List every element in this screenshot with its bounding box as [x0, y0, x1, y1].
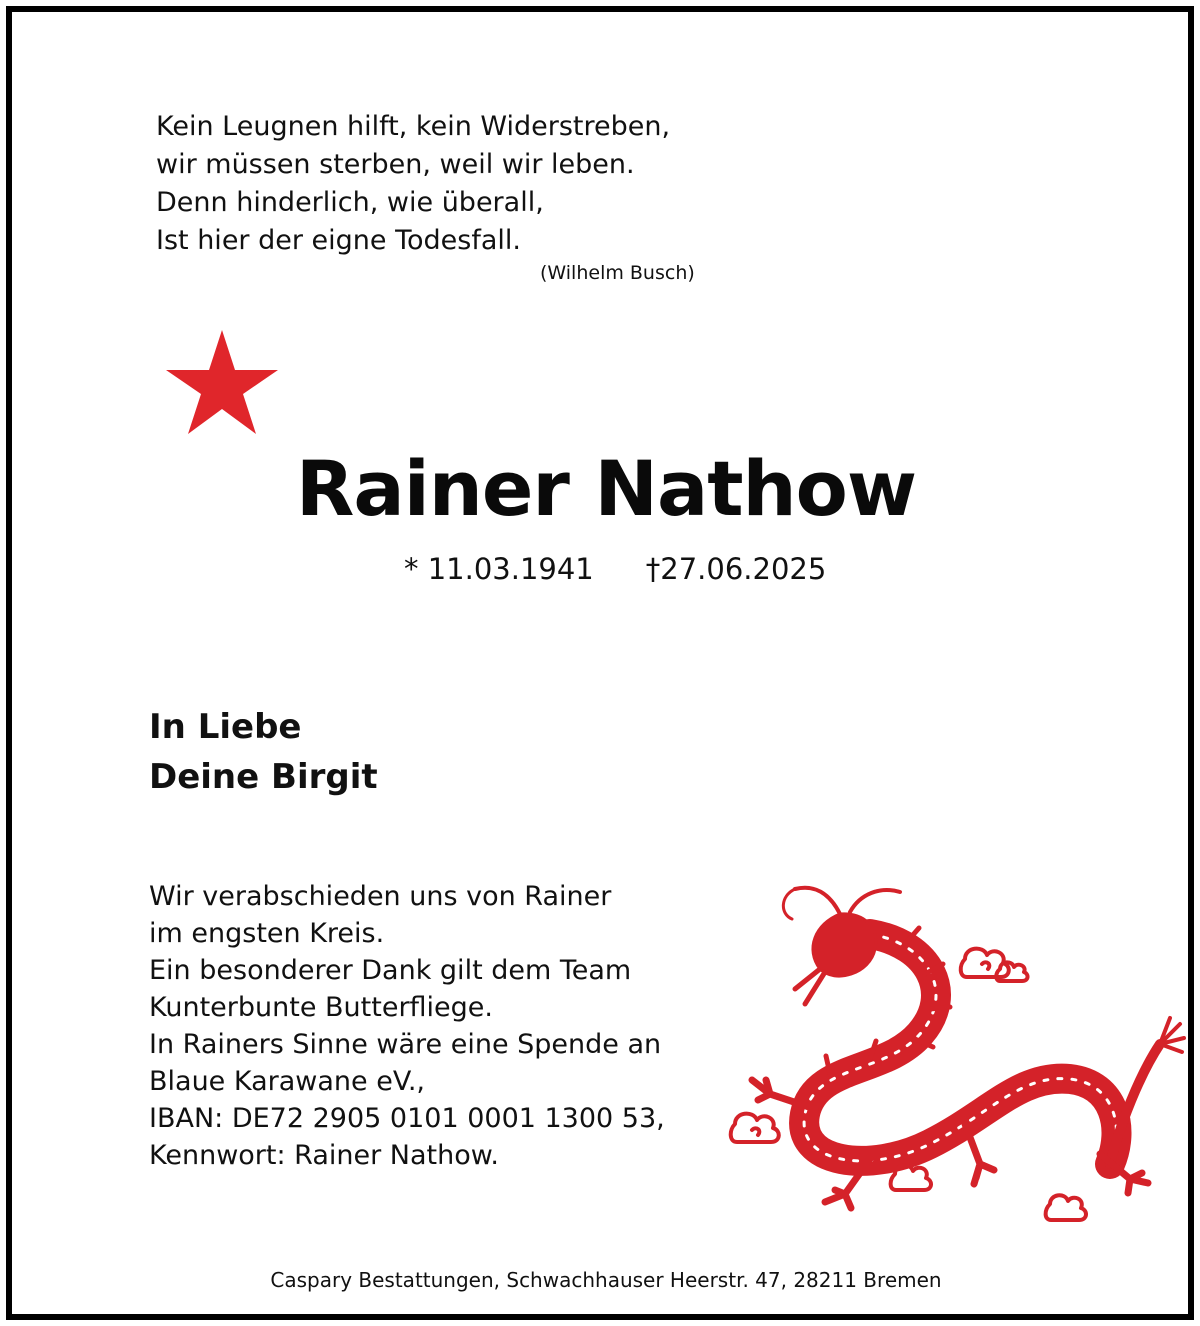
- message-line: Kunterbunte Butterfliege.: [149, 992, 493, 1023]
- obituary-frame: [6, 6, 1194, 1320]
- farewell-message: [149, 878, 665, 1174]
- poem-line: wir müssen sterben, weil wir leben.: [156, 149, 635, 180]
- message-line: Ein besonderer Dank gilt dem Team: [149, 955, 632, 986]
- message-line: Kennwort: Rainer Nathow.: [149, 1140, 499, 1171]
- signoff-line: In Liebe: [149, 707, 302, 747]
- signoff-line: Deine Birgit: [149, 757, 378, 797]
- poem-author: (Wilhelm Busch): [540, 262, 695, 284]
- poem-line: Denn hinderlich, wie überall,: [156, 187, 544, 218]
- signoff: [149, 702, 378, 802]
- message-line: im engsten Kreis.: [149, 918, 385, 949]
- message-line: In Rainers Sinne wäre eine Spende an: [149, 1029, 662, 1060]
- funeral-home-footer: Caspary Bestattungen, Schwachhauser Heerstr. 47, 28211 Bremen: [270, 1268, 942, 1292]
- deceased-name: Rainer Nathow: [295, 444, 917, 533]
- red-star-icon: [166, 330, 278, 434]
- death-date: †27.06.2025: [645, 552, 827, 586]
- life-dates: [404, 552, 826, 586]
- poem-line: Ist hier der eigne Todesfall.: [156, 225, 521, 256]
- message-line: IBAN: DE72 2905 0101 0001 1300 53,: [149, 1103, 665, 1134]
- poem-line: Kein Leugnen hilft, kein Widerstreben,: [156, 111, 671, 142]
- red-dragon-illustration: [720, 874, 1186, 1236]
- message-line: Wir verabschieden uns von Rainer: [149, 881, 612, 912]
- birth-date: * 11.03.1941: [404, 552, 594, 586]
- message-line: Blaue Karawane eV.,: [149, 1066, 425, 1097]
- poem: [156, 108, 670, 260]
